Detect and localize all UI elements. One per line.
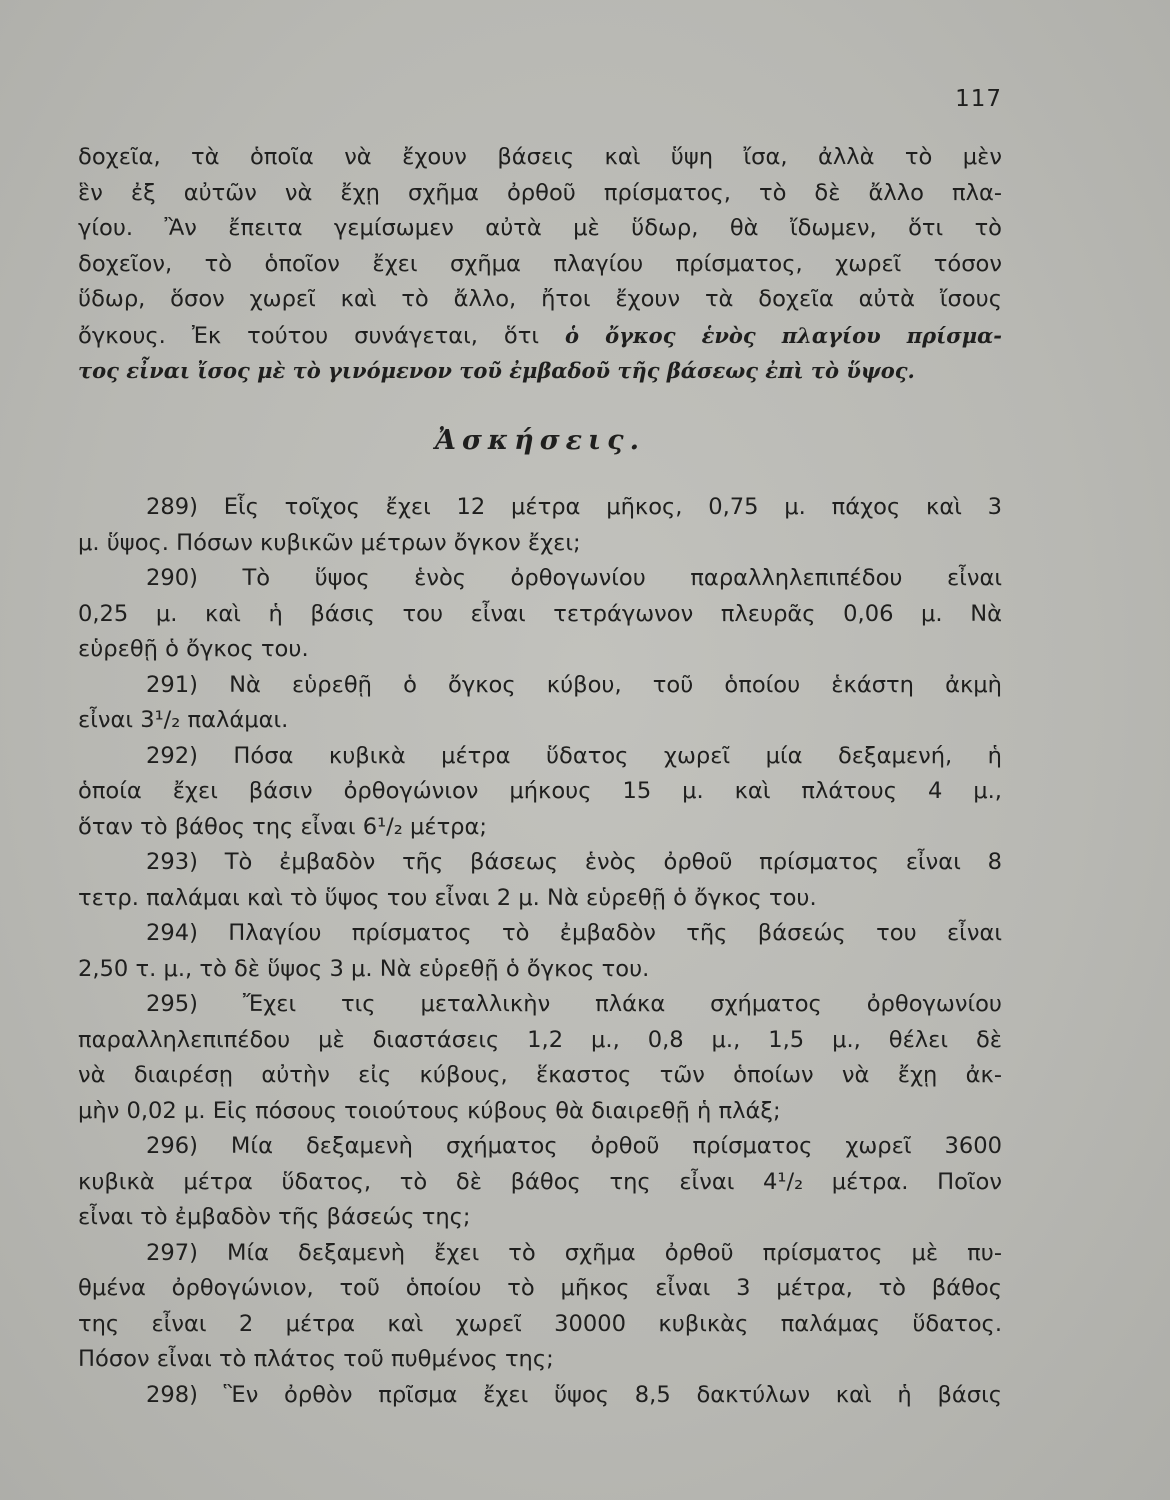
text-line: νὰ διαιρέσῃ αὐτὴν εἰς κύβους, ἕκαστος τῶν ὁποίων νὰ ἔχῃ ἀκ- (78, 1062, 1002, 1088)
text-line: δοχεῖα, τὰ ὁποῖα νὰ ἔχουν βάσεις καὶ ὕψη ἴσα, ἀλλὰ τὸ μὲν (78, 144, 1002, 170)
text-line: ὁποία ἔχει βάσιν ὀρθογώνιον μήκους 15 μ. καὶ πλάτους 4 μ., (78, 778, 1002, 804)
text-line: 295) Ἔχει τις μεταλλικὴν πλάκα σχήματος ὀρθογωνίου (146, 991, 1002, 1017)
exercise-298 (78, 1378, 1002, 1414)
exercises-heading: Ἀσκήσεις. (435, 424, 645, 456)
text-line: 297) Μία δεξαμενὴ ἔχει τὸ σχῆμα ὀρθοῦ πρίσματος μὲ πυ- (146, 1239, 1002, 1266)
intro-paragraph (78, 140, 1002, 389)
text-line: ἓν ἐξ αὐτῶν νὰ ἔχῃ σχῆμα ὀρθοῦ πρίσματος, τὸ δὲ ἄλλο πλα- (78, 179, 1002, 206)
text-line: της εἶναι 2 μέτρα καὶ χωρεῖ 30000 κυβικὰς παλάμας ὕδατος. (78, 1310, 1002, 1337)
text-line: γίου. Ἂν ἔπειτα γεμίσωμεν αὐτὰ μὲ ὕδωρ, θὰ ἴδωμεν, ὅτι τὸ (78, 215, 1002, 241)
text-line: 293) Τὸ ἐμβαδὸν τῆς βάσεως ἑνὸς ὀρθοῦ πρίσματος εἶναι 8 (146, 849, 1002, 875)
text-line: 291) Νὰ εὑρεθῇ ὁ ὄγκος κύβου, τοῦ ὁποίου ἑκάστη ἀκμὴ (146, 671, 1002, 698)
text-line: ὕδωρ, ὅσον χωρεῖ καὶ τὸ ἄλλο, ἤτοι ἔχουν τὰ δοχεῖα αὐτὰ ἴσους (78, 286, 1002, 312)
text-line: μ. ὕψος. Πόσων κυβικῶν μέτρων ὄγκον ἔχει; (78, 529, 581, 556)
rule-statement-line (78, 318, 1002, 354)
text-line: θμένα ὀρθογώνιον, τοῦ ὁποίου τὸ μῆκος εἶναι 3 μέτρα, τὸ βάθος (78, 1275, 1002, 1301)
text-line: 2,50 τ. μ., τὸ δὲ ὕψος 3 μ. Νὰ εὑρεθῇ ὁ ὄγκος του. (78, 955, 650, 982)
text-line: κυβικὰ μέτρα ὕδατος, τὸ δὲ βάθος της εἶναι 4¹/₂ μέτρα. Ποῖον (78, 1168, 1002, 1195)
text-line: 294) Πλαγίου πρίσματος τὸ ἐμβαδὸν τῆς βάσεώς του εἶναι (146, 920, 1002, 946)
text-line: ὅταν τὸ βάθος της εἶναι 6¹/₂ μέτρα; (78, 813, 488, 840)
rule-lead-text: ὄγκους. Ἐκ τούτου συνάγεται, ὅτι (78, 322, 565, 349)
text-line: 298) Ἓν ὀρθὸν πρῖσμα ἔχει ὕψος 8,5 δακτύλων καὶ ἡ βάσις (146, 1381, 1002, 1408)
exercise-296 (78, 1129, 1002, 1236)
exercise-292 (78, 739, 1002, 846)
exercise-295 (78, 987, 1002, 1129)
exercise-297 (78, 1236, 1002, 1378)
text-line: 0,25 μ. καὶ ἡ βάσις του εἶναι τετράγωνον πλευρᾶς 0,06 μ. Νὰ (78, 600, 1002, 627)
text-line: 296) Μία δεξαμενὴ σχήματος ὀρθοῦ πρίσματος χωρεῖ 3600 (146, 1133, 1002, 1159)
text-line: εὑρεθῇ ὁ ὄγκος του. (78, 636, 309, 662)
text-line: 292) Πόσα κυβικὰ μέτρα ὕδατος χωρεῖ μία δεξαμενή, ἡ (146, 742, 1002, 769)
text-line: Πόσον εἶναι τὸ πλάτος τοῦ πυθμένος της; (78, 1346, 554, 1372)
text-line: παραλληλεπιπέδου μὲ διαστάσεις 1,2 μ., 0,8 μ., 1,5 μ., θέλει δὲ (78, 1026, 1002, 1053)
text-line: τετρ. παλάμαι καὶ τὸ ὕψος του εἶναι 2 μ. Νὰ εὑρεθῇ ὁ ὄγκος του. (78, 884, 817, 911)
text-line: εἶναι τὸ ἐμβαδὸν τῆς βάσεώς της; (78, 1204, 471, 1230)
page-number: 117 (955, 86, 1002, 112)
text-line: εἶναι 3¹/₂ παλάμαι. (78, 707, 289, 733)
text-line: δοχεῖον, τὸ ὁποῖον ἔχει σχῆμα πλαγίου πρίσματος, χωρεῖ τόσον (78, 250, 1002, 277)
exercise-290 (78, 561, 1002, 668)
exercise-289 (78, 490, 1002, 561)
rule-emphasis-text: ὁ ὄγκος ἑνὸς πλαγίου πρίσμα- (564, 322, 1002, 348)
text-line: 290) Τὸ ὕψος ἑνὸς ὀρθογωνίου παραλληλεπιπέδου εἶναι (146, 565, 1002, 591)
exercise-293 (78, 845, 1002, 916)
text-line: μὴν 0,02 μ. Εἰς πόσους τοιούτους κύβους θὰ διαιρεθῇ ἡ πλάξ; (78, 1097, 781, 1124)
text-line: 289) Εἷς τοῖχος ἔχει 12 μέτρα μῆκος, 0,75 μ. πάχος καὶ 3 (146, 494, 1002, 520)
exercise-list (78, 490, 1002, 1413)
exercise-291 (78, 668, 1002, 739)
rule-statement-end: τος εἶναι ἴσος μὲ τὸ γινόμενον τοῦ ἐμβαδοῦ τῆς βάσεως ἐπὶ τὸ ὕψος. (78, 358, 915, 383)
page-body (78, 140, 1002, 1413)
exercise-294 (78, 916, 1002, 987)
